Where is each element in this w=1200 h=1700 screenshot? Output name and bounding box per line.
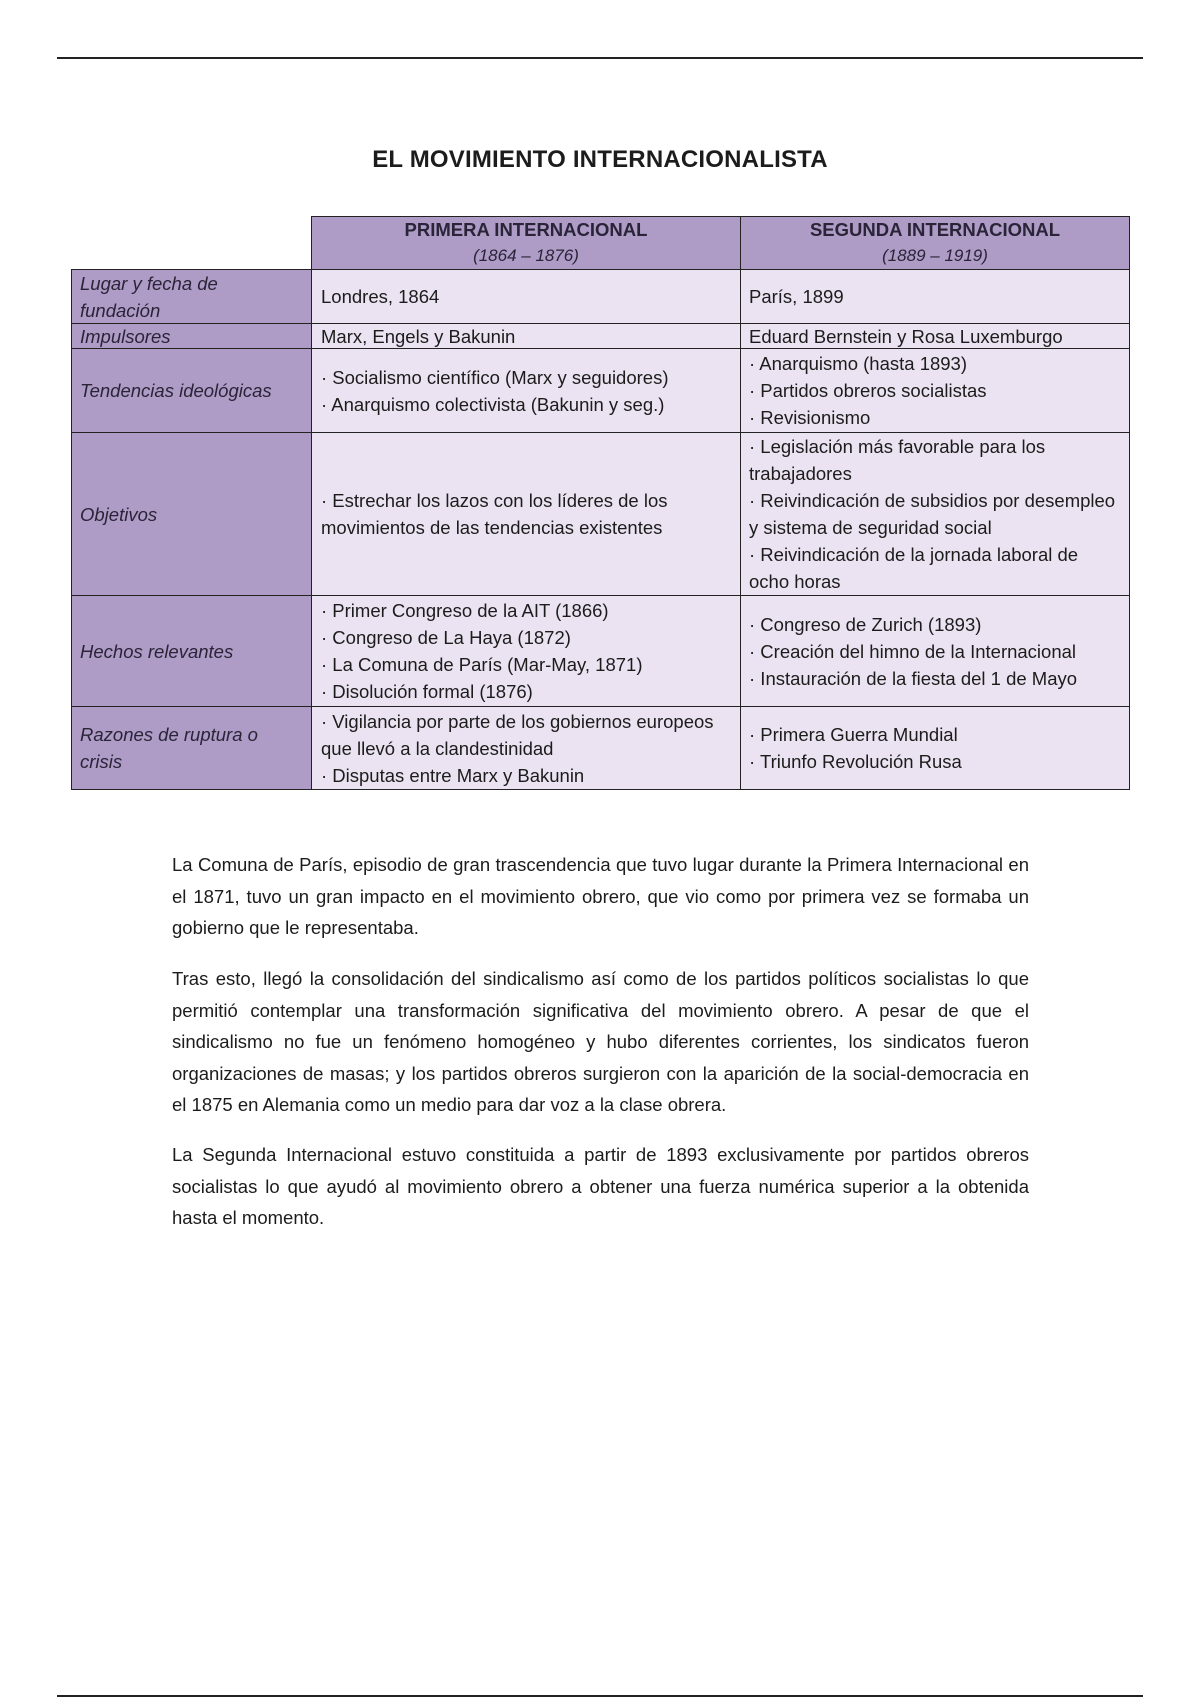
row-cell-segunda	[740, 706, 1130, 790]
cell-line: · Primer Congreso de la AIT (1866)	[321, 600, 609, 621]
cell-line: Marx, Engels y Bakunin	[321, 325, 516, 347]
row-cell-primera	[311, 323, 741, 349]
cell-line: · Revisionismo	[749, 407, 871, 428]
row-cell-primera	[311, 348, 741, 433]
column-header-title: PRIMERA INTERNACIONAL	[404, 219, 648, 240]
row-label: Hechos relevantes	[71, 595, 312, 707]
table-header-row	[71, 216, 1130, 270]
cell-line: Eduard Bernstein y Rosa Luxemburgo	[749, 325, 1063, 347]
body-paragraph: La Comuna de París, episodio de gran trascendencia que tuvo lugar durante la Primera Internacional en el 1871, tuvo un gran impacto en el movimiento obrero, que vio como por primera vez se formaba un gobierno que le representaba.	[172, 854, 1029, 938]
row-label: Razones de ruptura o crisis	[71, 706, 312, 790]
cell-line: · Anarquismo (hasta 1893)	[749, 353, 968, 374]
cell-line: · Anarquismo colectivista (Bakunin y seg.)	[321, 393, 665, 415]
row-cell-primera	[311, 595, 741, 707]
cell-line: · Legislación más favorable para los trabajadores	[749, 436, 1046, 484]
cell-line: · Reivindicación de la jornada laboral de ocho horas	[749, 544, 1079, 592]
row-cell-primera	[311, 432, 741, 596]
body-paragraph: La Segunda Internacional estuvo constituida a partir de 1893 exclusivamente por partidos obreros socialistas lo que ayudó al movimiento obrero a obtener una fuerza numérica superior a la obtenida hasta el momento.	[172, 1144, 1029, 1228]
cell-line: · Estrechar los lazos con los líderes de los movimientos de las tendencias existentes	[321, 490, 668, 538]
cell-line: · Disputas entre Marx y Bakunin	[321, 764, 585, 786]
row-label: Objetivos	[71, 432, 312, 596]
column-header-segunda	[740, 216, 1130, 270]
row-cell-segunda	[740, 348, 1130, 433]
row-label: Tendencias ideológicas	[71, 348, 312, 433]
column-header-title: SEGUNDA INTERNACIONAL	[809, 219, 1061, 240]
row-cell-segunda	[740, 269, 1130, 324]
table-row	[71, 269, 1130, 324]
column-header-dates: (1889 – 1919)	[882, 246, 988, 265]
table-row	[71, 706, 1130, 790]
table-row	[71, 432, 1130, 596]
cell-line: París, 1899	[749, 286, 844, 307]
cell-line: · Socialismo científico (Marx y seguidores)	[321, 366, 669, 388]
cell-line: · Disolución formal (1876)	[321, 681, 533, 702]
cell-line: · Congreso de Zurich (1893)	[749, 613, 982, 635]
cell-line: · Congreso de La Haya (1872)	[321, 627, 571, 648]
body-paragraph: Tras esto, llegó la consolidación del sindicalismo así como de los partidos políticos socialistas lo que permitió contemplar una transformación significativa del movimiento obrero. A pesar de que el sindicalismo no fue un fenómeno homogéneo y hubo diferentes corrientes, los sindicatos fueron organizaciones de masas; y los partidos obreros surgieron con la aparición de la social-democracia en el 1875 en Alemania como un medio para dar voz a la clase obrera.	[172, 968, 1029, 1115]
row-label: Impulsores	[71, 323, 312, 349]
row-label: Lugar y fecha de fundación	[71, 269, 312, 324]
cell-line: · Triunfo Revolución Rusa	[749, 751, 962, 772]
table-row	[71, 595, 1130, 707]
row-cell-primera	[311, 269, 741, 324]
top-rule	[57, 57, 1143, 59]
table-row	[71, 348, 1130, 433]
row-cell-segunda	[740, 595, 1130, 707]
row-cell-segunda	[740, 323, 1130, 349]
cell-line: · Vigilancia por parte de los gobiernos europeos que llevó a la clandestinidad	[321, 710, 714, 759]
document-title: EL MOVIMIENTO INTERNACIONALISTA	[372, 146, 828, 173]
cell-line: · Creación del himno de la Internacional	[749, 640, 1077, 662]
row-cell-primera	[311, 706, 741, 790]
cell-line: · Partidos obreros socialistas	[749, 380, 987, 401]
table-row	[71, 323, 1130, 349]
column-header-primera	[311, 216, 741, 270]
cell-line: · Primera Guerra Mundial	[749, 724, 958, 745]
row-cell-segunda	[740, 432, 1130, 596]
cell-line: · Reivindicación de subsidios por desempleo y sistema de seguridad social	[749, 490, 1116, 538]
bottom-rule	[57, 1695, 1143, 1697]
cell-line: · La Comuna de París (Mar-May, 1871)	[321, 654, 643, 675]
column-header-dates: (1864 – 1876)	[473, 246, 579, 265]
cell-line: · Instauración de la fiesta del 1 de Mayo	[749, 667, 1078, 689]
cell-line: Londres, 1864	[321, 286, 440, 307]
